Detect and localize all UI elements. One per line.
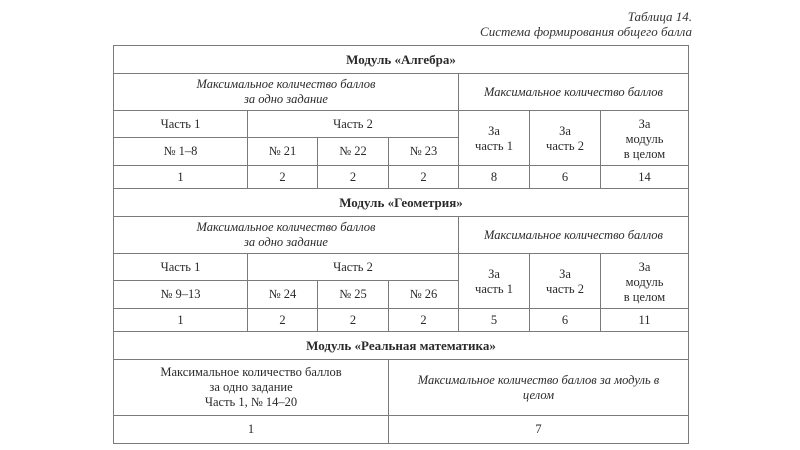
score-value: 2 (318, 309, 389, 332)
score-value: 6 (530, 309, 601, 332)
task-number: № 1–8 (114, 138, 248, 166)
module-header-row (114, 332, 689, 360)
score-value: 2 (389, 309, 459, 332)
score-table (113, 45, 689, 444)
max-per-task-header: Максимальное количество баллов за одно задание (114, 217, 459, 254)
max-per-module-header: Максимальное количество баллов (459, 74, 689, 111)
score-value: 2 (389, 166, 459, 189)
values-row (114, 166, 689, 189)
score-value: 8 (459, 166, 530, 189)
task-number: № 9–13 (114, 281, 248, 309)
score-value: 2 (318, 166, 389, 189)
task-number: № 23 (389, 138, 459, 166)
max-header-row (114, 74, 689, 111)
total-part2-header: За часть 2 (530, 111, 601, 166)
max-per-task-header: Максимальное количество баллов за одно задание Часть 1, № 14–20 (114, 360, 389, 416)
module-header-row (114, 46, 689, 74)
score-value: 2 (248, 166, 318, 189)
score-value: 1 (114, 166, 248, 189)
score-value: 1 (114, 309, 248, 332)
task-number: № 24 (248, 281, 318, 309)
part1-label: Часть 1 (114, 111, 248, 138)
task-number: № 25 (318, 281, 389, 309)
module-header-row (114, 189, 689, 217)
part2-label: Часть 2 (248, 111, 459, 138)
module-title: Модуль «Геометрия» (114, 189, 689, 217)
values-row (114, 416, 689, 444)
total-module-header: За модуль в целом (601, 254, 689, 309)
part-row (114, 111, 689, 138)
module-title: Модуль «Реальная математика» (114, 332, 689, 360)
max-per-module-header: Максимальное количество баллов (459, 217, 689, 254)
total-part2-header: За часть 2 (530, 254, 601, 309)
total-module-header: За модуль в целом (601, 111, 689, 166)
total-part1-header: За часть 1 (459, 254, 530, 309)
table-caption (480, 9, 692, 39)
max-per-module-header: Максимальное количество баллов за модуль в целом (389, 360, 689, 416)
values-row (114, 309, 689, 332)
part1-label: Часть 1 (114, 254, 248, 281)
total-part1-header: За часть 1 (459, 111, 530, 166)
score-value: 2 (248, 309, 318, 332)
score-value: 11 (601, 309, 689, 332)
task-number: № 26 (389, 281, 459, 309)
part-row (114, 254, 689, 281)
task-number: № 21 (248, 138, 318, 166)
max-per-task-header: Максимальное количество баллов за одно задание (114, 74, 459, 111)
module-title: Модуль «Алгебра» (114, 46, 689, 74)
part2-label: Часть 2 (248, 254, 459, 281)
score-value: 14 (601, 166, 689, 189)
caption-title: Система формирования общего балла (480, 24, 692, 39)
max-header-row (114, 217, 689, 254)
score-value: 7 (389, 416, 689, 444)
score-value: 6 (530, 166, 601, 189)
caption-number: Таблица 14. (627, 9, 692, 24)
score-value: 1 (114, 416, 389, 444)
task-number: № 22 (318, 138, 389, 166)
real-math-header-row (114, 360, 689, 416)
score-value: 5 (459, 309, 530, 332)
